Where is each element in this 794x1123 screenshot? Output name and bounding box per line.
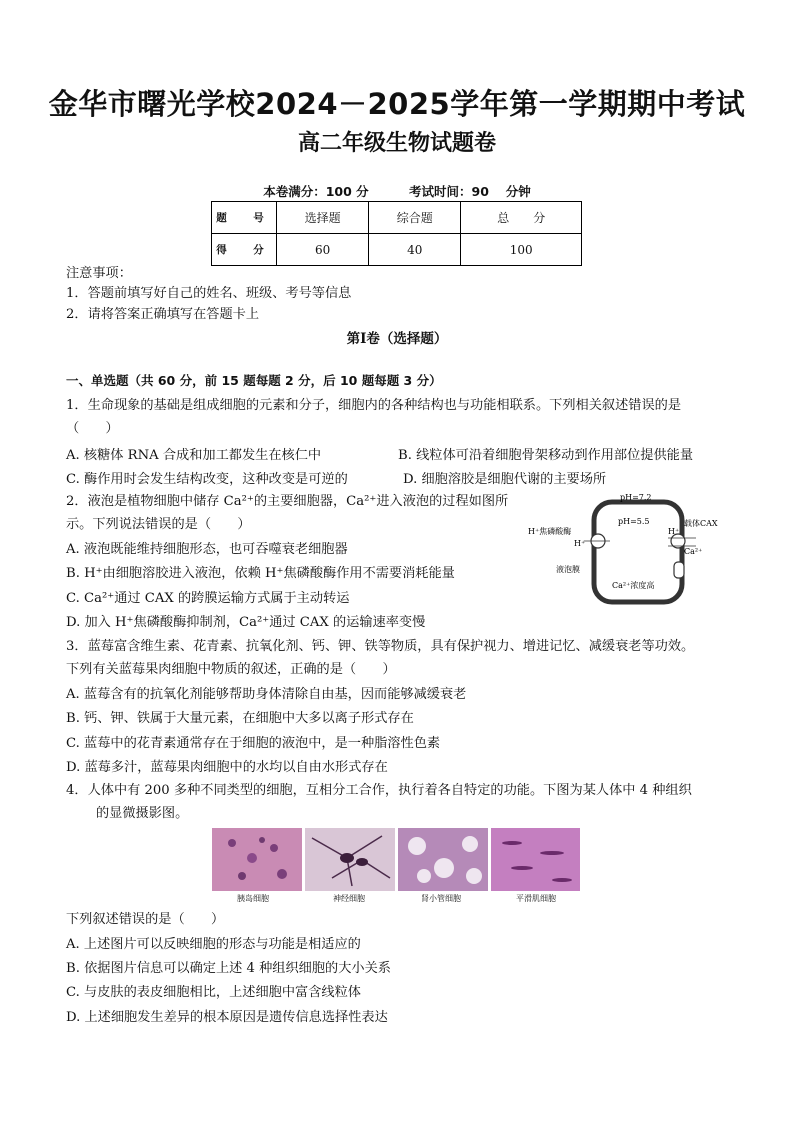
score-table: [211, 201, 582, 266]
enzyme-label: H⁺焦磷酸酶: [528, 527, 572, 536]
islet-cell-photo: [212, 828, 302, 891]
q1-stem-cont: （ ）: [66, 421, 119, 436]
ph-inside-label: pH=5.5: [618, 517, 650, 526]
membrane-label: 液泡膜: [556, 565, 580, 574]
q4-question: 下列叙述错误的是（ ）: [66, 912, 225, 927]
smooth-muscle-photo: [491, 828, 580, 891]
q4-option-d: D. 上述细胞发生差异的根本原因是遗传信息选择性表达: [66, 1010, 388, 1025]
ph-outside-label: pH=7.2: [620, 493, 652, 502]
q3-option-a: A. 蓝莓含有的抗氧化剂能够帮助身体清除自由基，因而能够减缓衰老: [66, 687, 467, 702]
score-table-row: [212, 202, 582, 234]
q2-stem: 2．液泡是植物细胞中储存 Ca²⁺的主要细胞器，Ca²⁺进入液泡的过程如图所: [66, 494, 509, 509]
notes-heading: 注意事项：: [66, 266, 132, 281]
membrane-protein: [674, 562, 684, 578]
score-cell: 60: [277, 234, 369, 266]
exam-time: 考试时间：90 分钟: [409, 184, 531, 199]
q3-stem: 3．蓝莓富含维生素、花青素、抗氧化剂、钙、钾、铁等物质，具有保护视力、增进记忆、减缓衰老等功效。: [66, 639, 695, 654]
score-cell: 总 分: [461, 202, 582, 234]
note-item: 1．答题前填写好自己的姓名、班级、考号等信息: [66, 286, 352, 301]
q4-option-b: B. 依据图片信息可以确定上述 4 种组织细胞的大小关系: [66, 961, 391, 976]
q1-option-a: A. 核糖体 RNA 合成和加工都发生在核仁中: [66, 448, 322, 463]
q2-option-c: C. Ca²⁺通过 CAX 的跨膜运输方式属于主动转运: [66, 591, 350, 606]
carrier-label: 载体CAX: [684, 519, 718, 528]
q1-option-c: C. 酶作用时会发生结构改变，这种改变是可逆的: [66, 472, 348, 487]
h-right-label: H⁺: [668, 527, 680, 536]
q4-option-a: A. 上述图片可以反映细胞的形态与功能是相适应的: [66, 937, 361, 952]
section-heading: 一、单选题（共 60 分，前 15 题每题 2 分，后 10 题每题 3 分）: [66, 373, 442, 388]
q2-option-b: B. H⁺由细胞溶胶进入液泡，依赖 H⁺焦磷酸酶作用不需要消耗能量: [66, 566, 455, 581]
q2-option-a: A. 液泡既能维持细胞形态，也可吞噬衰老细胞器: [66, 542, 348, 557]
q4-stem: 4．人体中有 200 多种不同类型的细胞，互相分工合作，执行着各自特定的功能。下图为某人体中 4 种组织: [66, 783, 692, 798]
full-score: 本卷满分：100 分: [263, 184, 369, 199]
score-table-row: [212, 234, 582, 266]
exam-title: 金华市曙光学校2024－2025学年第一学期期中考试: [48, 87, 746, 121]
nerve-cell-photo: [305, 828, 395, 891]
q4-option-c: C. 与皮肤的表皮细胞相比，上述细胞中富含线粒体: [66, 985, 361, 1000]
exam-subtitle: 高二年级生物试题卷: [297, 131, 496, 156]
score-cell: 100: [461, 234, 582, 266]
score-cell: 综合题: [369, 202, 461, 234]
q3-option-d: D. 蓝莓多汁，蓝莓果肉细胞中的水均以自由水形式存在: [66, 760, 388, 775]
score-cell: 选择题: [277, 202, 369, 234]
q3-option-c: C. 蓝莓中的花青素通常存在于细胞的液泡中，是一种脂溶性色素: [66, 736, 441, 751]
caption-islet: 胰岛细胞: [237, 894, 269, 903]
q4-stem-cont: 的显微摄影图。: [96, 806, 189, 821]
caption-muscle: 平滑肌细胞: [516, 894, 556, 903]
h-left-label: H⁺: [574, 539, 586, 548]
q3-option-b: B. 钙、钾、铁属于大量元素，在细胞中大多以离子形式存在: [66, 711, 414, 726]
caption-kidney: 肾小管细胞: [421, 894, 461, 903]
part1-title: 第Ⅰ卷（选择题）: [346, 331, 448, 347]
score-cell: 题 号: [212, 202, 277, 234]
q2-option-d: D. 加入 H⁺焦磷酸酶抑制剂，Ca²⁺通过 CAX 的运输速率变慢: [66, 615, 426, 630]
q1-option-d: D. 细胞溶胶是细胞代谢的主要场所: [403, 472, 607, 487]
score-cell: 得 分: [212, 234, 277, 266]
q2-stem-cont: 示。下列说法错误的是（ ）: [66, 517, 251, 532]
caption-nerve: 神经细胞: [333, 894, 365, 903]
kidney-tubule-photo: [398, 828, 488, 891]
tissue-micrographs: [212, 828, 580, 903]
q3-stem-cont: 下列有关蓝莓果肉细胞中物质的叙述，正确的是（ ）: [66, 662, 396, 677]
exam-meta: [0, 182, 794, 200]
note-item: 2．请将答案正确填写在答题卡上: [66, 307, 260, 322]
q1-option-b: B. 线粒体可沿着细胞骨架移动到作用部位提供能量: [398, 448, 694, 463]
q1-stem: 1．生命现象的基础是组成细胞的元素和分子，细胞内的各种结构也与功能相联系。下列相关叙述错误的是: [66, 398, 682, 413]
ca-label: Ca²⁺: [684, 547, 703, 556]
ca-high-label: Ca²⁺浓度高: [612, 581, 655, 590]
score-cell: 40: [369, 234, 461, 266]
vacuole-diagram: [528, 490, 728, 605]
